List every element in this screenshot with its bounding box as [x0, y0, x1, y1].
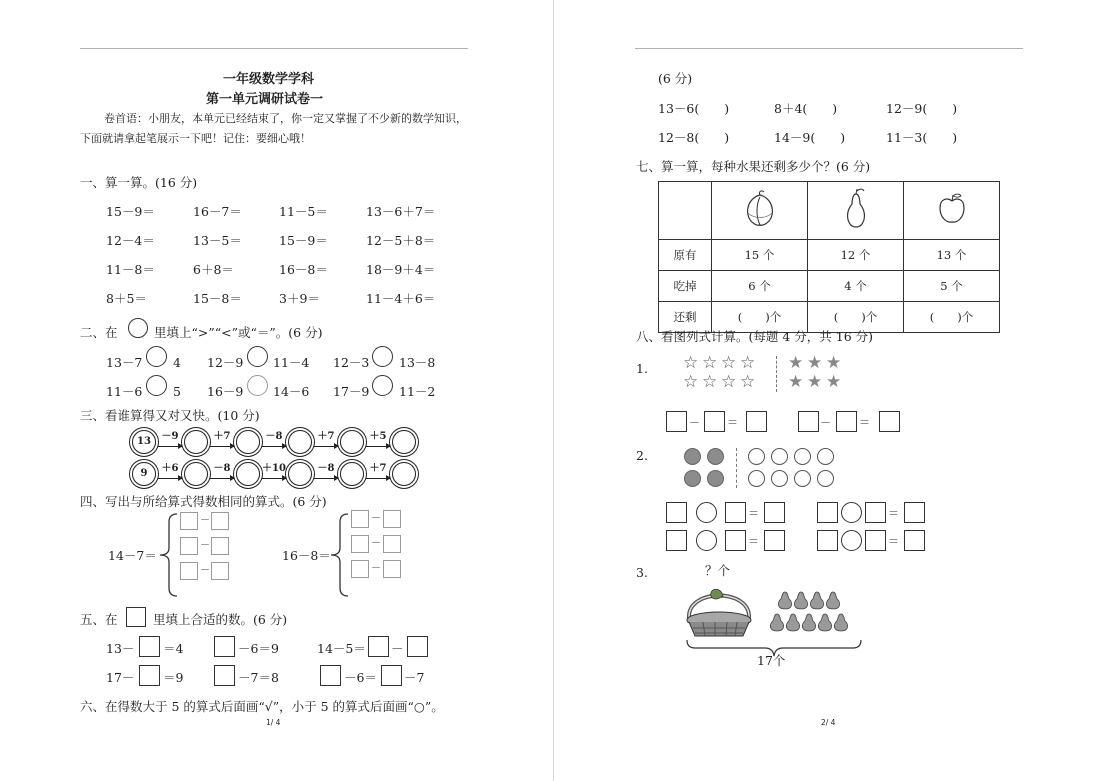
s4-answer-box[interactable] [180, 537, 198, 555]
s6-item[interactable]: 11－3( ) [886, 130, 958, 145]
chain-start-flower: 9 [132, 462, 156, 486]
dashed-separator [736, 448, 737, 488]
q2-answer-box[interactable] [865, 530, 886, 551]
q2-answer-box[interactable] [666, 502, 687, 523]
filled-dot-icon [707, 448, 724, 465]
chain-answer-flower[interactable] [340, 430, 364, 454]
star-icon: ★ [788, 372, 804, 392]
s2-right: 5 [173, 384, 181, 399]
star-icon: ☆ [683, 372, 699, 392]
arrow-right-icon [366, 478, 390, 479]
equals-sign: ＝ [727, 416, 738, 429]
minus-sign: － [820, 416, 831, 429]
s5-answer-box[interactable] [214, 665, 235, 686]
s5-text: 14－5＝ [317, 641, 366, 656]
arrow-right-icon [314, 446, 338, 447]
s4-answer-box[interactable] [351, 535, 369, 553]
minus-sign: － [371, 563, 381, 574]
fruit-table [658, 181, 1000, 333]
s5-answer-box[interactable] [214, 636, 235, 657]
section-4-title: 四、写出与所给算式得数相同的算式。(6 分) [80, 494, 327, 509]
star-icon: ☆ [702, 372, 718, 392]
s5-text: －6＝9 [238, 641, 279, 656]
s6-item[interactable]: 12－8( ) [658, 130, 730, 145]
s2-left: 17－9 [333, 384, 370, 399]
q2-operator-circle[interactable] [696, 502, 717, 523]
row-label: 原有 [659, 240, 712, 271]
s5-text: － [391, 641, 404, 656]
chain-op: ＋7 [317, 431, 335, 442]
chain-answer-flower[interactable] [184, 430, 208, 454]
chain-op: －8 [213, 463, 231, 474]
star-icon: ☆ [721, 353, 737, 373]
equals-sign: ＝ [888, 535, 899, 548]
pears-group-icon [769, 588, 859, 636]
empty-dot-icon [771, 470, 788, 487]
arrow-right-icon [366, 446, 390, 447]
chain-answer-flower[interactable] [392, 462, 416, 486]
s2-left: 13－7 [106, 355, 143, 370]
s5-text: －7 [404, 670, 425, 685]
empty-dot-icon [748, 470, 765, 487]
s1-item: 13－6＋7＝ [366, 204, 436, 219]
unknown-count-label: ？个 [705, 563, 731, 578]
s4-answer-box[interactable] [211, 512, 229, 530]
q2-answer-box[interactable] [666, 530, 687, 551]
s6-item[interactable]: 13－6( ) [658, 101, 730, 116]
chain-answer-flower[interactable] [288, 430, 312, 454]
q1-answer-box[interactable] [746, 411, 767, 432]
s6-item[interactable]: 14－9( ) [774, 130, 846, 145]
table-corner [659, 182, 712, 240]
fill-box-icon [126, 607, 146, 627]
empty-dot-icon [794, 448, 811, 465]
chain-op: ＋7 [213, 431, 231, 442]
left-brace-icon [328, 512, 350, 598]
arrow-right-icon [158, 446, 182, 447]
section-6-title: 六、在得数大于 5 的算式后面画“√”，小于 5 的算式后面画“○”。 [80, 699, 444, 714]
s2-answer-circle[interactable] [146, 375, 167, 396]
apple-icon [904, 182, 1000, 240]
q2-operator-circle[interactable] [841, 502, 862, 523]
section-5-title-rest: 里填上合适的数。(6 分) [153, 612, 288, 627]
star-icon: ☆ [740, 353, 756, 373]
s4-answer-box[interactable] [351, 560, 369, 578]
star-icon: ★ [826, 372, 842, 392]
chain-op: －9 [161, 431, 179, 442]
q2-answer-box[interactable] [725, 530, 746, 551]
s5-text: ＝9 [163, 670, 184, 685]
arrow-right-icon [210, 478, 234, 479]
arrow-right-icon [314, 478, 338, 479]
minus-sign: － [371, 538, 381, 549]
s2-left: 11－6 [106, 384, 143, 399]
filled-dot-icon [684, 448, 701, 465]
star-icon: ☆ [683, 353, 699, 373]
s4-left-expr: 14－7＝ [108, 548, 157, 563]
star-icon: ☆ [740, 372, 756, 392]
chain-op: ＋10 [262, 463, 286, 474]
question-number: 2. [636, 448, 648, 463]
s5-text: 17－ [106, 670, 135, 685]
q2-answer-box[interactable] [764, 530, 785, 551]
row-label: 还剩 [659, 302, 712, 333]
s1-item: 11－5＝ [279, 204, 328, 219]
section-2-title-rest: 里填上“>”“<”或“＝”。(6 分) [154, 325, 323, 340]
minus-sign: － [200, 565, 210, 576]
equals-sign: ＝ [888, 507, 899, 520]
empty-dot-icon [748, 448, 765, 465]
chain-answer-flower[interactable] [288, 462, 312, 486]
basket-icon [681, 578, 757, 640]
s1-item: 6＋8＝ [193, 262, 234, 277]
arrow-right-icon [262, 478, 286, 479]
s1-item: 12－5＋8＝ [366, 233, 436, 248]
s5-answer-box[interactable] [139, 636, 160, 657]
empty-dot-icon [817, 470, 834, 487]
s2-right: 13－8 [399, 355, 436, 370]
q2-answer-box[interactable] [904, 530, 925, 551]
question-number: 3. [636, 565, 648, 580]
q2-answer-box[interactable] [817, 502, 838, 523]
peach-icon [712, 182, 808, 240]
s4-answer-box[interactable] [351, 510, 369, 528]
s2-right: 4 [173, 355, 181, 370]
s2-left: 12－9 [207, 355, 244, 370]
s2-answer-circle[interactable] [372, 346, 393, 367]
dashed-separator [776, 356, 777, 392]
q2-operator-circle[interactable] [841, 530, 862, 551]
s2-left: 16－9 [207, 384, 244, 399]
star-icon: ★ [807, 353, 823, 373]
s4-answer-box[interactable] [211, 562, 229, 580]
minus-sign: － [689, 416, 700, 429]
intro-line-2: 下面就请拿起笔展示一下吧！记住：要细心哦！ [80, 132, 311, 145]
empty-dot-icon [794, 470, 811, 487]
s2-right: 11－4 [273, 355, 310, 370]
q2-operator-circle[interactable] [696, 530, 717, 551]
equals-sign: ＝ [859, 416, 870, 429]
s1-item: 15－8＝ [193, 291, 242, 306]
page-number: 1/ 4 [266, 718, 281, 727]
s5-answer-box[interactable] [381, 665, 402, 686]
page-1 [0, 0, 553, 781]
chain-op: －8 [317, 463, 335, 474]
empty-dot-icon [817, 448, 834, 465]
s4-right-expr: 16－8＝ [282, 548, 331, 563]
s2-answer-circle[interactable] [247, 346, 268, 367]
star-icon: ☆ [702, 353, 718, 373]
equals-sign: ＝ [748, 507, 759, 520]
chain-answer-flower[interactable] [392, 430, 416, 454]
s5-text: ＝4 [163, 641, 184, 656]
total-count-label: 17个 [757, 653, 786, 668]
q1-answer-box[interactable] [836, 411, 857, 432]
chain-answer-flower[interactable] [236, 462, 260, 486]
s2-answer-circle[interactable] [247, 375, 268, 396]
section-8-title: 八、看图列式计算。(每题 4 分，共 16 分) [636, 329, 874, 344]
s1-item: 16－7＝ [193, 204, 242, 219]
q2-answer-box[interactable] [865, 502, 886, 523]
chain-op: ＋6 [161, 463, 179, 474]
filled-dot-icon [707, 470, 724, 487]
row-label: 吃掉 [659, 271, 712, 302]
filled-dot-icon [684, 470, 701, 487]
star-icon: ★ [788, 353, 804, 373]
star-icon: ★ [807, 372, 823, 392]
chain-answer-flower[interactable] [340, 462, 364, 486]
intro-line-1: 卷首语：小朋友，本单元已经结束了，你一定又掌握了不少新的数学知识， [104, 112, 467, 125]
s4-answer-box[interactable] [180, 562, 198, 580]
s2-right: 14－6 [273, 384, 310, 399]
table-answer-cell[interactable]: ( )个 [808, 302, 904, 333]
left-brace-icon [157, 512, 179, 598]
page-title: 一年级数学学科 [223, 72, 315, 87]
header-rule [635, 48, 1023, 49]
table-cell: 13 个 [904, 240, 1000, 271]
s1-item: 15－9＝ [106, 204, 155, 219]
q1-answer-box[interactable] [704, 411, 725, 432]
s4-answer-box[interactable] [383, 535, 401, 553]
equals-sign: ＝ [748, 535, 759, 548]
section-3-title: 三、看谁算得又对又快。(10 分) [80, 408, 260, 423]
s5-answer-box[interactable] [368, 636, 389, 657]
chain-op: ＋7 [369, 463, 387, 474]
arrow-right-icon [210, 446, 234, 447]
chain-answer-flower[interactable] [236, 430, 260, 454]
chain-start-flower: 13 [132, 430, 156, 454]
s4-answer-box[interactable] [180, 512, 198, 530]
minus-sign: － [200, 515, 210, 526]
s1-item: 16－8＝ [279, 262, 328, 277]
star-icon: ★ [826, 353, 842, 373]
table-cell: 6 个 [712, 271, 808, 302]
section-7-title: 七、算一算，每种水果还剩多少个？(6 分) [636, 159, 871, 174]
s1-item: 13－5＝ [193, 233, 242, 248]
s2-right: 11－2 [399, 384, 436, 399]
pear-icon [808, 182, 904, 240]
q1-answer-box[interactable] [879, 411, 900, 432]
s4-answer-box[interactable] [383, 510, 401, 528]
table-cell: 5 个 [904, 271, 1000, 302]
table-answer-cell[interactable]: ( )个 [904, 302, 1000, 333]
s1-item: 3＋9＝ [279, 291, 320, 306]
arrow-right-icon [262, 446, 286, 447]
s6-score: (6 分) [658, 71, 693, 86]
s5-text: 13－ [106, 641, 135, 656]
page-subtitle: 第一单元调研试卷一 [206, 92, 324, 107]
chain-op: －8 [265, 431, 283, 442]
s1-item: 8＋5＝ [106, 291, 147, 306]
q2-answer-box[interactable] [904, 502, 925, 523]
q2-answer-box[interactable] [764, 502, 785, 523]
s2-answer-circle[interactable] [372, 375, 393, 396]
header-rule [80, 48, 468, 49]
arrow-right-icon [158, 478, 182, 479]
s2-answer-circle[interactable] [146, 346, 167, 367]
table-cell: 15 个 [712, 240, 808, 271]
table-answer-cell[interactable]: ( )个 [712, 302, 808, 333]
chain-op: ＋5 [369, 431, 387, 442]
s6-item[interactable]: 12－9( ) [886, 101, 958, 116]
section-2-title: 二、在 [80, 325, 118, 340]
s5-answer-box[interactable] [407, 636, 428, 657]
star-icon: ☆ [721, 372, 737, 392]
s2-left: 12－3 [333, 355, 370, 370]
q1-answer-box[interactable] [798, 411, 819, 432]
chain-answer-flower[interactable] [184, 462, 208, 486]
s5-answer-box[interactable] [320, 665, 341, 686]
s5-answer-box[interactable] [139, 665, 160, 686]
s1-item: 15－9＝ [279, 233, 328, 248]
table-cell: 4 个 [808, 271, 904, 302]
s1-item: 11－8＝ [106, 262, 155, 277]
s4-answer-box[interactable] [211, 537, 229, 555]
empty-dot-icon [771, 448, 788, 465]
page-2 [555, 0, 1108, 781]
q2-answer-box[interactable] [817, 530, 838, 551]
q2-answer-box[interactable] [725, 502, 746, 523]
table-cell: 12 个 [808, 240, 904, 271]
q1-answer-box[interactable] [666, 411, 687, 432]
section-1-title: 一、算一算。(16 分) [80, 175, 198, 190]
question-number: 1. [636, 361, 648, 376]
minus-sign: － [200, 540, 210, 551]
s5-text: －6＝ [344, 670, 377, 685]
minus-sign: － [371, 513, 381, 524]
s4-answer-box[interactable] [383, 560, 401, 578]
page-number: 2/ 4 [821, 718, 836, 727]
s5-text: －7＝8 [238, 670, 279, 685]
s1-item: 11－4＋6＝ [366, 291, 436, 306]
section-5-title: 五、在 [80, 612, 118, 627]
s1-item: 18－9＋4＝ [366, 262, 436, 277]
s1-item: 12－4＝ [106, 233, 155, 248]
compare-circle-icon [128, 318, 148, 338]
s6-item[interactable]: 8＋4( ) [774, 101, 838, 116]
